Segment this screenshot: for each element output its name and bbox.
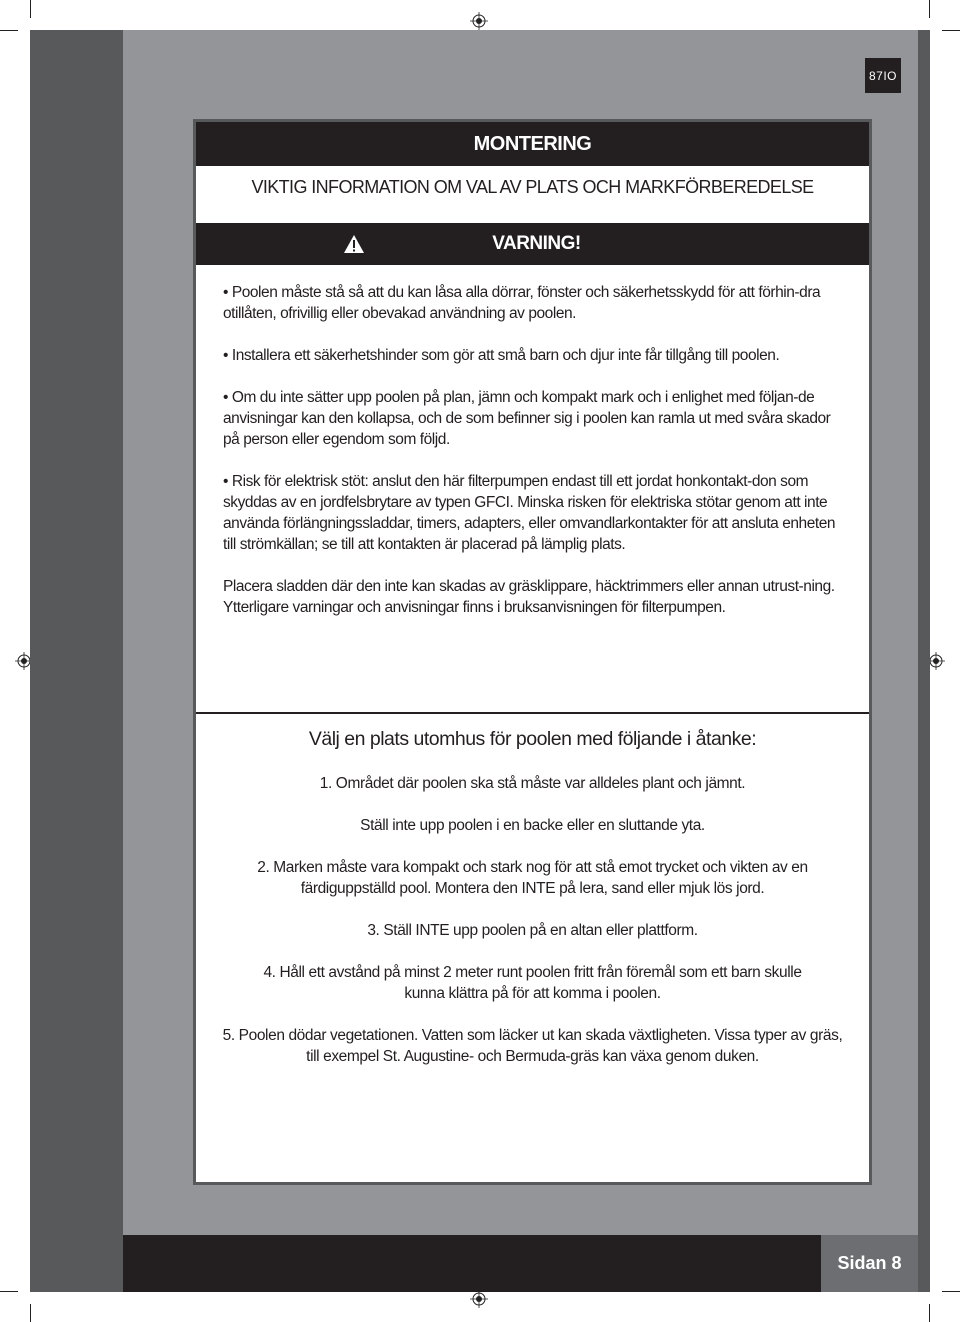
section-subtitle: VIKTIG INFORMATION OM VAL AV PLATS OCH MARKFÖRBEREDELSE bbox=[251, 177, 814, 197]
location-item: 1. Området där poolen ska stå måste var alldeles plant och jämnt. bbox=[319, 775, 746, 792]
page-left-strip bbox=[30, 30, 123, 1292]
crop-mark bbox=[0, 30, 18, 31]
warning-item: • Om du inte sätter upp poolen på plan, jämn och kompakt mark och i enlighet med följan-​de anvisningar kan den kollapsa, och de som befinner sig i poolen kan ramla ut med svåra skador på person eller egendom som följd. bbox=[223, 389, 831, 448]
page-number: Sidan 8 bbox=[821, 1235, 918, 1292]
crop-mark bbox=[30, 0, 31, 18]
location-item: 5. Poolen dödar vegetationen. Vatten som läcker ut kan skada växtligheten. Vissa typer av gräs, till exempel St. Augustine- och Bermuda-gräs kan växa genom duken. bbox=[222, 1027, 843, 1065]
warning-item: • Risk för elektrisk stöt: anslut den här filterpumpen endast till ett jordat honkontakt-​don som skyddas av en jordfelsbrytare av typen GFCI. Minska risken för elektriska stötar genom att inte använda förlängningssladdar, timers, adapters, eller omvandlarkontakter för att ansluta enheten till strömkällan; se till att kontakten är placerad på lämplig plats. bbox=[223, 473, 836, 553]
registration-mark-icon bbox=[470, 12, 488, 30]
crop-mark bbox=[0, 1291, 18, 1292]
crop-mark bbox=[942, 30, 960, 31]
crop-mark bbox=[942, 1291, 960, 1292]
warning-bar bbox=[196, 223, 869, 265]
location-item: 2. Marken måste vara kompakt och stark nog för att stå emot trycket och vikten av en färdiguppställd pool. Montera den INTE på lera, sand eller mjuk lös jord. bbox=[257, 859, 808, 897]
location-list bbox=[196, 773, 869, 1088]
crop-mark bbox=[929, 1304, 930, 1322]
warning-item: • Installera ett säkerhetshinder som gör att små barn och djur inte får tillgång till poolen. bbox=[223, 347, 780, 364]
section-title: MONTERING bbox=[196, 122, 869, 166]
location-title: Välj en plats utomhus för poolen med följande i åtanke: bbox=[308, 728, 757, 750]
crop-mark bbox=[929, 0, 930, 18]
registration-mark-icon bbox=[470, 1290, 488, 1308]
location-item: 4. Håll ett avstånd på minst 2 meter runt poolen fritt från föremål som ett barn skulle kunna klättra på för att komma i poolen. bbox=[263, 964, 802, 1002]
warning-label: VARNING! bbox=[492, 233, 581, 254]
warning-item: • Poolen måste stå så att du kan låsa alla dörrar, fönster och säkerhetsskydd för att förhin-​dra otillåten, ofrivillig eller obevakad användning av poolen. bbox=[223, 284, 821, 322]
page-right-strip bbox=[918, 30, 930, 1292]
crop-mark bbox=[30, 1304, 31, 1322]
warning-list bbox=[223, 282, 843, 639]
location-item: Ställ inte upp poolen i en backe eller en sluttande yta. bbox=[360, 817, 705, 834]
model-badge: 87IO bbox=[865, 58, 901, 93]
divider bbox=[196, 712, 869, 714]
location-item: 3. Ställ INTE upp poolen på en altan eller plattform. bbox=[367, 922, 698, 939]
content-panel bbox=[193, 119, 872, 1185]
footer-bar bbox=[123, 1235, 821, 1292]
warning-item: Placera sladden där den inte kan skadas av gräsklippare, häcktrimmers eller annan utrust-​ning. Ytterligare varningar och anvisningar finns i bruksanvisningen för filterpumpen. bbox=[223, 578, 835, 616]
